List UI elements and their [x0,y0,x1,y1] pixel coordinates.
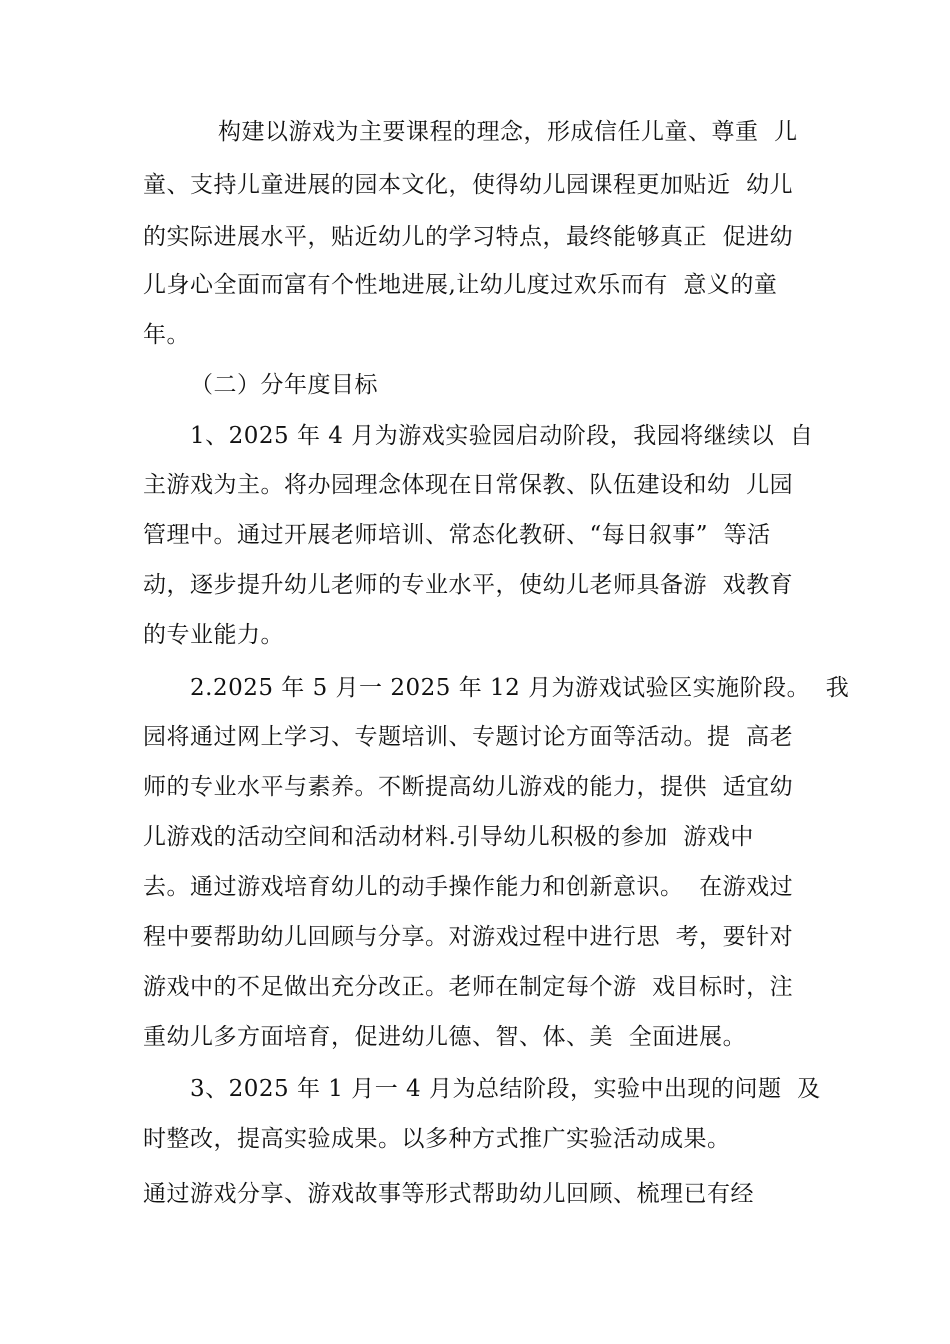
paragraph-line: 通过游戏分享、游戏故事等形式帮助幼儿回顾、梳理已有经 [143,1181,754,1207]
paragraph-line: 程中要帮助幼儿回顾与分享。对游戏过程中进行思 考，要针对 [143,924,794,950]
paragraph-line: 2.2025 年 5 月一 2025 年 12 月为游戏试验区实施阶段。 我 [190,675,850,701]
paragraph-line: 1、2025 年 4 月为游戏实验园启动阶段，我园将继续以 自 [190,423,814,449]
paragraph-line: 师的专业水平与素养。不断提高幼儿游戏的能力，提供 适宜幼 [143,774,794,800]
paragraph-line: 主游戏为主。将办园理念体现在日常保教、队伍建设和幼 儿园 [143,472,794,498]
paragraph-line: 儿游戏的活动空间和活动材料.引导幼儿积极的参加 游戏中 [143,824,754,850]
paragraph-line: 儿身心全面而富有个性地进展,让幼儿度过欢乐而有 意义的童 [143,272,778,298]
paragraph-line: 童、支持儿童进展的园本文化，使得幼儿园课程更加贴近 幼儿 [143,172,794,198]
paragraph-line: 动，逐步提升幼儿老师的专业水平，使幼儿老师具备游 戏教育 [143,572,794,598]
paragraph-line: 重幼儿多方面培育，促进幼儿德、智、体、美 全面进展。 [143,1024,747,1050]
paragraph-line: 管理中。通过开展老师培训、常态化教研、“每日叙事” 等活 [143,522,771,548]
section-heading: （二）分年度目标 [190,372,378,398]
paragraph-line: 年。 [143,322,190,348]
paragraph-line: 时整改，提高实验成果。以多种方式推广实验活动成果。 [143,1126,731,1152]
paragraph-line: 构建以游戏为主要课程的理念，形成信任儿童、尊重 儿 [218,119,798,145]
paragraph-line: 的专业能力。 [143,622,284,648]
paragraph-line: 的实际进展水平，贴近幼儿的学习特点，最终能够真正 促进幼 [143,224,794,250]
paragraph-line: 园将通过网上学习、专题培训、专题讨论方面等活动。提 高老 [143,724,794,750]
paragraph-line: 3、2025 年 1 月一 4 月为总结阶段，实验中出现的问题 及 [190,1076,821,1102]
paragraph-line: 去。通过游戏培育幼儿的动手操作能力和创新意识。 在游戏过 [143,874,794,900]
paragraph-line: 游戏中的不足做出充分改正。老师在制定每个游 戏目标时，注 [143,974,794,1000]
